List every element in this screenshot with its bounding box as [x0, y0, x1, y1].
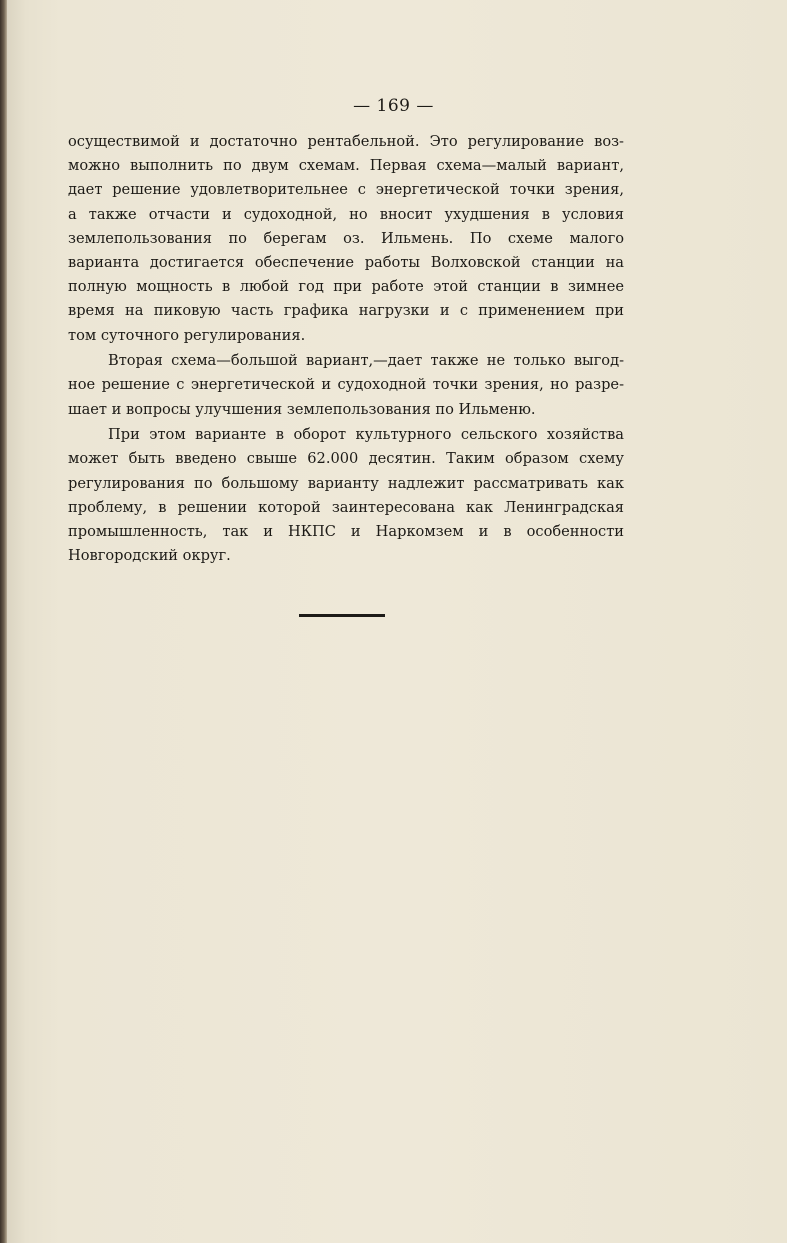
text-line: полную мощность в любой год при работе этой станции в зимнее [68, 278, 624, 296]
paragraph-3 [68, 423, 624, 568]
text-line: ное решение с энергетической и судоходной точки зрения, но разре- [68, 376, 624, 394]
paragraph-1 [68, 130, 624, 348]
text-line: землепользования по берегам оз. Ильмень. По схеме малого [68, 229, 624, 247]
text-line: проблему, в решении которой заинтересована как Ленинградская [68, 498, 624, 516]
page-number: — 169 — [353, 96, 434, 116]
book-binding-edge [0, 0, 7, 1243]
text-line: время на пиковую часть графика нагрузки и с применением при [68, 302, 624, 320]
text-line: промышленность, так и НКПС и Наркомзем и в особенности [68, 523, 624, 540]
text-line: При этом варианте в оборот культурного сельского хозяйства [108, 426, 624, 444]
text-line: регулирования по большому варианту надлежит рассматривать как [68, 474, 624, 492]
text-line: а также отчасти и судоходной, но вносит ухудшения в условия [68, 205, 624, 223]
section-end-rule [299, 614, 385, 617]
text-line: Вторая схема—большой вариант,—дает также не только выгод- [108, 352, 624, 370]
text-line: можно выполнить по двум схемам. Первая схема—малый вариант, [68, 157, 624, 175]
text-line: может быть введено свыше 62.000 десятин. Таким образом схему [68, 450, 624, 468]
text-line: дает решение удовлетворительнее с энергетической точки зрения, [68, 181, 624, 199]
text-line: осуществимой и достаточно рентабельной. Это регулирование воз- [68, 133, 624, 150]
text-line: том суточного регулирования. [68, 326, 306, 344]
text-line: шает и вопросы улучшения землепользования по Ильменю. [68, 400, 536, 418]
paragraph-2 [68, 349, 624, 422]
body-text [68, 130, 624, 570]
text-line: варианта достигается обеспечение работы Волховской станции на [68, 253, 624, 271]
text-line: Новгородский округ. [68, 547, 231, 565]
